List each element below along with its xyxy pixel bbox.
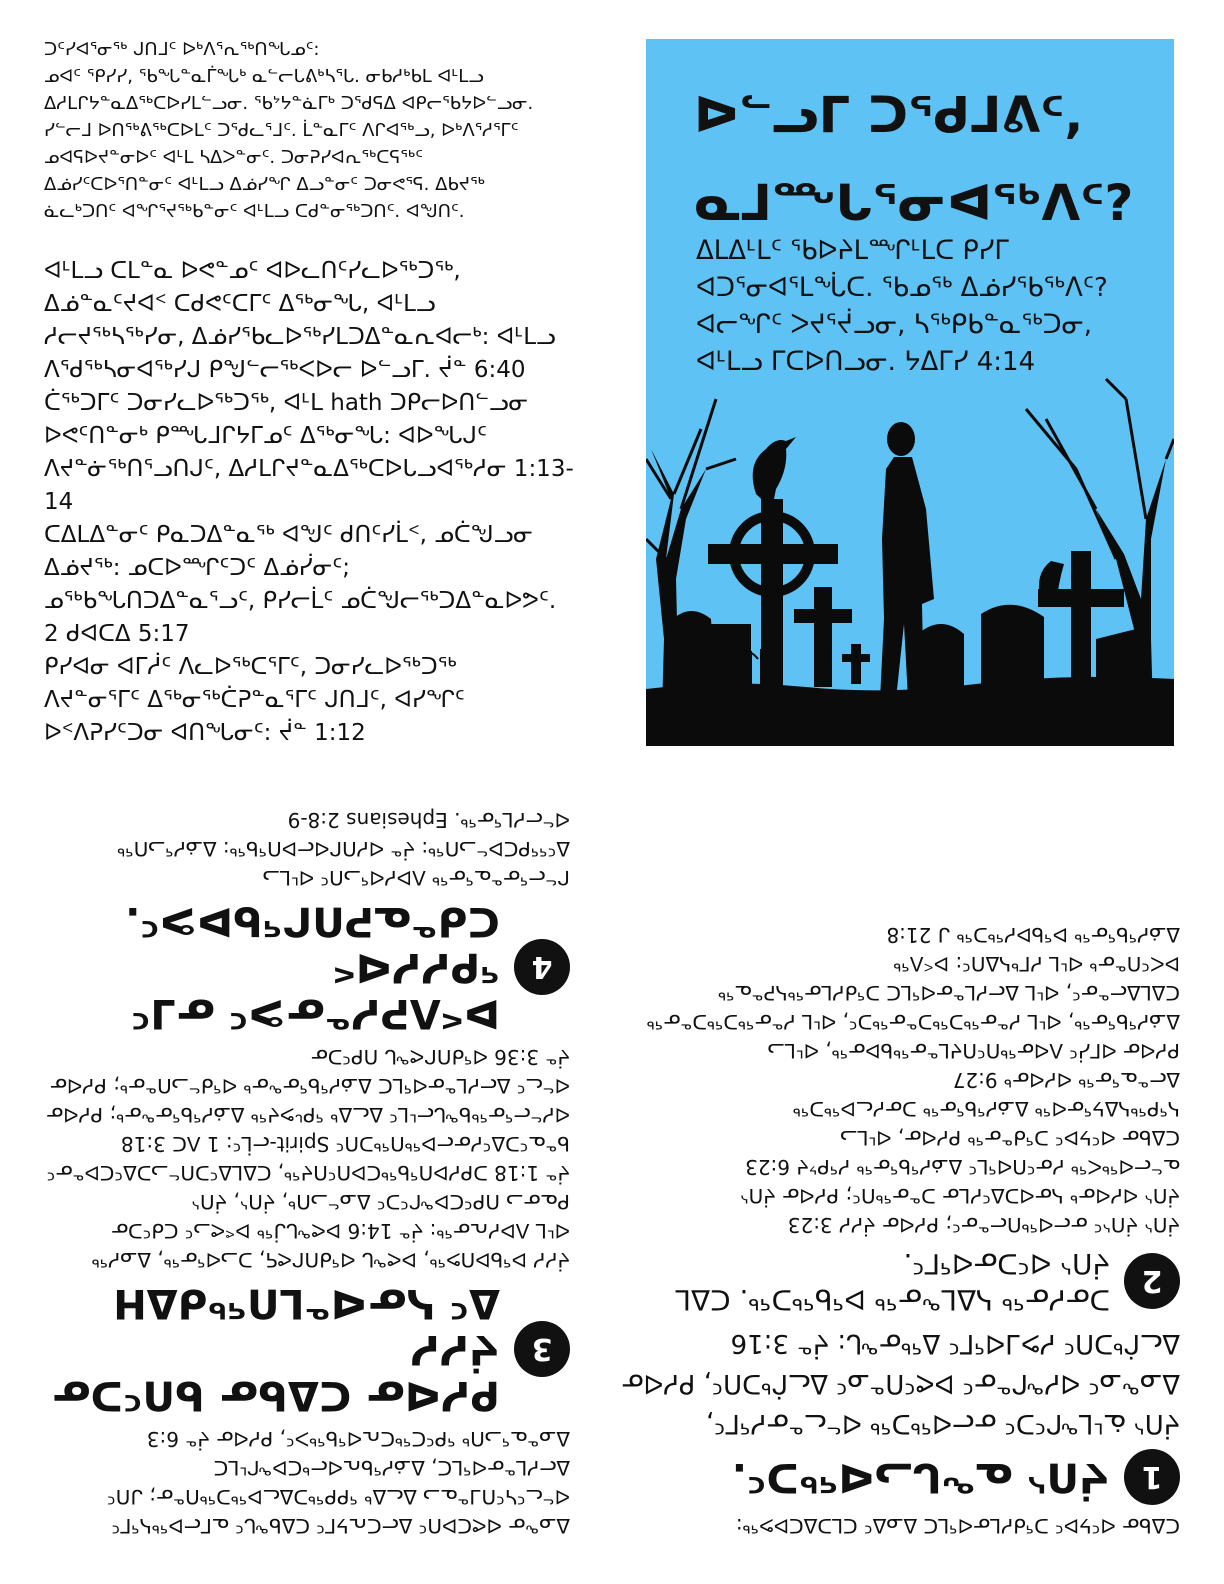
text-line: ᐃᓄᖕᓄᑦ ᐊᓯᖏᓐᓂᑦ ᐅᕙᑦᑎᓐᓄᑦ ᐃᓚᒌᒃᑐᑎᑦ, ᑭᓯᐊᓂ [621, 1368, 1180, 1398]
text-line: ᒋᓪᓕᕐᓂᓐᓇᕐᓂᖅ ᐱᐅᓯᐊᕐᓗᑎᑦ ᐊᒻᒪᓗ [262, 866, 570, 890]
cover-subtitle-line: ᐊᒻᒪᓗ ᒥᑕᐅᑎᓗᓂ. ᔭᐃᒥᓯ 4:14 [696, 347, 1036, 377]
paragraph [640, 920, 1180, 1239]
paragraph [40, 1042, 570, 1274]
section-title-line: ᔫᑎᔅ ᓇᖕᒐᓗᐊᖅᑐᑦ. [731, 1454, 1110, 1500]
cover-panel [646, 39, 1174, 746]
paragraph [40, 1424, 570, 1540]
cover-title [694, 71, 1154, 247]
intro-line: ᓄᐊᑦ ᕿᓯᓯ, ᖃᖓᓐᓇᒦᖓᒃ ᓇᓪᓕᒐᕕᒃᓴᕐᒐ. ᓂᑲᓱᒃᑲᒪ ᐊᒻᒪᓗ [44, 66, 484, 87]
scripture-line: ᐅᕙᑦᑎᓐᓂᒃ ᑭᙵᒧᒋᔭᒥᓄᑦ ᐃᖅᓂᖓ: ᐊᐅᖓᒍᑦ [44, 423, 487, 449]
cover-title-line: ᓇᒧᙵᕐᓂᐊᖅᐱᑦ? [694, 174, 1134, 232]
text-line: ᐅᐸᑦᑎᓐᓂᒃ ᐊᒻᒪ ᓯᒥᒃᓴᐃᑎᑦ: ᐅᑉᐱᖅ [893, 952, 1180, 976]
step-number-1: 1 [1124, 1449, 1180, 1505]
text-line: ᐃᓕᓐᓇᕐᓂᖅ ᐊᓯᐊᓂᒃ 9:27 [952, 1068, 1180, 1092]
text-line: ᐃᓕᓯᒪᓐᓂᐊᕐᒪᑕ, ᐃᓅᓯᖃᕆᐊᓕᒃᑕᐅᖏᒻᒪᑕ [213, 1456, 570, 1480]
section-title [675, 1245, 1110, 1317]
section-title-line: ᑕᑯᓐᓇᕈᑎᒋᖃᐅᕗᑦ. [125, 898, 500, 944]
text-line: ᐃᓅᓯᖃᕐᓂᖅ ᐅᖃᐅᓯᖅᑐᖅ ᒍ 21:8 [886, 923, 1180, 947]
scripture-line: ᐱᔪᓐᓃᖅᑎᕐᓗᑎᒍᑦ, ᐃᓱᒪᒋᔪᓐᓇᐃᖅᑕᐅᒐᓗᐊᖅᓱᓂ 1:13- [44, 456, 574, 482]
text-line: ᐃᓅᓯᖃᕐᓂᖅ, ᐊᒻᒪ ᓯᓐᓂᖅᑐᖅᑐᓐᓂᖅᑐᑦ, ᐊᒻᒪ ᓯᓐᓂᖅᑐᖅᑐᓐᓂᖅ [646, 1010, 1180, 1034]
intro-paragraph [44, 36, 604, 225]
text-line: ᔫᓯᓯ ᐅᖃᐅᑎᕗᖅ, ᐅᕙᖓ ᐊᖁᑎᒋᕙᕋ, ᑐᓗᐊᕐᓂᖅ, ᐃᓄᓯᖅ [91, 1248, 570, 1272]
text-line: ᔫᓐ 3:36 ᐊᖁᑎᒋᕙᖓ ᑎᑭᑦᑐᓂ [310, 1045, 570, 1069]
text-line: ᑭᓇᓂᓗ ᑎᑭᑦᑕᐅᖏᑦᑐᑦ ᐃᓄᓪᓗᑎᒃ, ᔫᑎᔅ, ᔫᑎᔅ [191, 1190, 570, 1214]
text-line: ᔫᓐ 1:18 ᑐᑭᓯᐅᑎᖃᖅᑕᐅᑎᑦᑎᔪᖅ, ᑕᐃᒪᐃᑦᑐᑎᓪᓗᑐᐃᑦᑕᐅᓐᓂᑦ [46, 1161, 570, 1185]
section-title-line: ᐅᑉᐱᕈᓯᓐᓂᕗᑦ ᓂᒧᑦ ᕿᓯᓯᐊᑉ [131, 944, 500, 1036]
text-line: ᐊᓪᓚᑦ ᐃᓕᓯᒪᓐᓂᐊᕐᒪᑕ ᐃᓅᓯᖃᕐᓂᖕᓂᒃ ᐊᖁᓪᓗᑎᓐᓂᒃ; ᑭᓯᐊᓂ [49, 1074, 570, 1098]
text-line: ᑕᐃᑲᓂ ᐊᑦᔭᐅᑦ ᑐᖁᓐᓂᖅ ᑭᓯᐊᓂ, ᐊᒻᒪᓗ [840, 1126, 1180, 1150]
scripture-line: ᐱᖁᖅᓴᓂᐊᖅᓯᒍ ᑭᖑᓪᓕᖅᐸᐅᓕ ᐅᓪᓗᒥ. ᔫᓐ 6:40 [44, 357, 526, 383]
section-4-heading [40, 898, 570, 1036]
scripture-line: ᓱᓕᔪᖅᓴᖅᓯᓂ, ᐃᓅᓯᖃᓚᐅᖅᓯᒪᑐᐃᓐᓇᕆᐊᓕᒃ: ᐊᒻᒪᓗ [44, 324, 556, 350]
text-line: ᔫᑎᔅ ᐊᓯᐊᓂᒃ ᓴᓂᐊᑐᐃᑦᓯᒪᓂ ᑐᓐᓂᖅᑎᑦ; ᑭᓯᐊᓂ ᔫᑎᔅ [740, 1184, 1180, 1208]
text-line: ᔫᑎᔅ ᔫᑎᔅᑦ ᓂᓕᐊᖅᑎᓕᓐᓂᑦ; ᑭᓯᐊᓂ ᔫᓯᓯ 3:23 [787, 1213, 1180, 1237]
intro-line: ᓈᓚᒃᑐᑎᑦ ᐊᖏᕐᔪᖅᑲᓐᓂᑦ ᐊᒻᒪᓗ ᑕᑯᓐᓂᖅᑐᑎᑦ. ᐊᖑᑎᑦ. [44, 201, 465, 222]
text-line: ᐃᓚᒌᒃᑐᑎᑦ ᓯᕗᒧᐊᕐᒥᑦ ᐃᖅᓂᖓ: ᔫᓐ 3:16 [730, 1328, 1180, 1358]
text-line: ᓴᕿᖅᓴᐃᔭᕐᓂᐊᖅ ᐃᓅᓯᖃᕐᓂᖅ ᑐᓂᓯᓚᐅᖅᑐᖅ [792, 1097, 1180, 1121]
paragraph [40, 805, 570, 892]
text-line: ᐊᓯᓪᓕᕐᓂᖅᑲᖓᓕᒻᒪᑦ ᐃᓚᐃᒃ ᕿᒡᕗᔪᖅ ᐃᓅᓯᖃᕐᓂᖕᓂᒃ; ᑭᓯᐊᓂ [46, 1103, 570, 1127]
cover-subtitle [696, 233, 1156, 381]
top-left-panel [44, 36, 604, 750]
paragraph [640, 1511, 1180, 1540]
section-title-line: ᑭᓯᐊᓂ ᑕᐃᑲᓂ ᑲᑎᑦᑐᓂ ᔫᓯᓯ [51, 1326, 500, 1418]
scripture-line: ᐱᔪᓐᓂᕐᒥᑦ ᐃᖅᓂᖅᑖᕈᓐᓇᕐᒥᑦ ᒍᑎᒧᑦ, ᐊᓯᖏᑦ [44, 687, 465, 713]
section-2-heading [640, 1245, 1180, 1317]
scripture-line: ᓄᖅᑲᖓᑎᑐᐃᓐᓇᕐᓗᑦ, ᑭᓯᓕᒫᑦ ᓄᑖᖑᓕᖅᑐᐃᓐᓇᐅᕗᑦ. [44, 588, 557, 614]
intro-line: ᑐᑦᓯᐊᕐᓂᖅ ᒍᑎᒧᑦ ᐅᒃᐱᕐᕆᖅᑎᖓᓄᑦ: [44, 39, 320, 60]
text-line: ᐃᑦᕐᕿᑕᐅᓪᓗᑎᖅ: ᔫᓐ ᐊᓯᑎᒋᐊᓕᐅᑎᖃᖅ: ᐃᓅᓯᕐᓗᑎᖅ [117, 837, 570, 861]
intro-line: ᐃᓅᓯᑦᑕᐅᕐᑎᓐᓂᑦ ᐊᒻᒪᓗ ᐃᓅᓯᖏ ᐃᓗᓐᓂᑦ ᑐᓂᕙᕐᕋ. ᐃᑲᔪᕐᒃ [44, 174, 485, 195]
scripture-paragraph [44, 255, 604, 750]
intro-line: ᐃᓱᒪᒋᔭᓐᓇᐃᖅᑕᐅᓯᒪᓪᓗᓂ. ᖃᔾᔭᓐᓈᒥᒃ ᑐᖁᕋᐃ ᐊᑭᓕᖃᔭᐅᓪᓗᓂ. [44, 93, 534, 114]
section-title [40, 898, 500, 1036]
cover-title-line: ᐅᓪᓗᒥ ᑐᖁᒧᕕᑦ, [694, 86, 1084, 144]
scripture-line: ᑖᖅᑐᒥᑦ ᑐᓂᓯᓚᐅᖅᑐᖅ, ᐊᒻᒪ hath ᑐᑭᓕᐅᑎᓪᓗᓂ [44, 390, 529, 416]
section-title-line: ᔫᑎᔅ ᐊᑦᑐᓂᐊᕐᒥᑦ. [903, 1247, 1110, 1280]
text-line: ᑕᐃᑲᓂ ᐊᑦᔭᐅᑦ ᑐᖁᓯᒪᓂᐊᕐᒪᑕ ᐃᓄᐃᑦ ᑕᒪᑐᐃᑕᐅᕗᖅ: [735, 1514, 1180, 1538]
scripture-line: 14 [44, 489, 74, 515]
scripture-line: ᐊᒻᒪᓗ ᑕᒪᓐᓇ ᐅᕙᓐᓄᑦ ᐊᐅᓚᑎᑦᓯᓚᐅᖅᑐᖅ, [44, 258, 461, 284]
bottom-right-panel [621, 820, 1180, 1540]
intro-line: ᓯᓪᓕᒧ ᐅᑎᖅᕕᖅᑕᐅᒪᑦ ᑐᖁᓚᕐᒧᑦ. ᒫᓐᓇᒥᑦ ᐱᒋᐊᖅᓗ, ᐅᒃᐱᕐᓱᕐᒥᑦ [44, 120, 519, 141]
cover-subtitle-line: ᐃᒪᐃᒻᒪᑦ ᖃᐅᔨᒪᙱᒻᒪᑕ ᑭᓯᒥ [696, 236, 1009, 266]
text-line: ᐃᓄᖕᓂ ᐊᕙᑕᐅᑎᑦ ᐃᓕᑕᕆᔭᒥᑦ ᑕᐃᑲᖓᑦ ᓇᒥᓕᐅᖅᓴᕐᒥᑦ [111, 1514, 570, 1538]
scripture-line: ᐅᑉᐱᕈᓯᑦᑐᓂ ᐊᑎᖓᓂᑦ: ᔫᓐ 1:12 [44, 720, 366, 746]
section-3-heading [40, 1280, 570, 1418]
text-line: ᐃᓄᓐᓇᕐᓗᑎᒃ ᕿᑦᑕᖅᑕᕆᐊᖃᖅᐳᑦ, ᑭᓯᐊᓂ ᔫᓐ 6:3 [146, 1427, 570, 1451]
intro-line: ᓄᐊᕋᐅᔪᓐᓂᐅᑦ ᐊᒻᒪ ᓴᐃᐳᓐᓂᑦ. ᑐᓂᕈᓯᐊᕆᖅᑕᕋᖅᑦ [44, 147, 423, 168]
section-title-line: ᐃᑦ ᓴᓂᐊᓐᒪᑎᖅᑯᐃᕼ [113, 1280, 500, 1326]
text-line: ᑭᓯᐊᓂ ᐊᒥᓲᑦ ᐱᐊᓂᖅᑎᑦᑎᔪᒪᓐᓂᖅᑲᐅᓂᖅ, ᐊᒻᒪᓗ [767, 1039, 1180, 1063]
text-line: ᔫᑎᔅ ᓈᒻᒪᖏᑦᑐᑦ ᓂᓕᐊᖅᑐᖅ ᐊᓪᓚᓐᓂᓯᕐᒥᑦ, [705, 1408, 1180, 1438]
text-line: ᐊᒻᒪ ᐱᐅᓯᕆᓂᖅ: ᔫᓐ 14:6 ᐅᕙᖓᒎᖅ ᐅᕝᕙᓗᑦ ᑕᑯᑦᑐᓂ [111, 1219, 570, 1243]
section-title-line: ᑐᓂᓯᓂᖅ ᓴᐃᒪᖕᓂᖅ ᐅᖃᖅᑐᖅ. ᑕᐃᒪ [675, 1283, 1110, 1316]
text-line: ᑕᐃᒪᐃᓕᓐᓂᑦ, ᐊᒻᒪ ᐃᓕᓯᒪᓐᓂᐊᕐᒪᑕ ᑐᖁᓯᒪᓂᖅᓴᕈᓐᓇᖅ [718, 981, 1180, 1005]
step-number-4: 4 [514, 939, 570, 995]
paragraph [621, 1323, 1180, 1443]
text-line: ᐊᓪᓚᑦᓭᑦᑎᒧᓐᓇᓗ ᐃᓚᐃᒃ ᕿᑭᖅᑐᐃᓚᐅᖅᑐᖅᑎᓐᓂ; ᒍᑎᑦ [107, 1485, 570, 1509]
scripture-line: ᐃᓅᓐᓇᑦᔪᐊᑉ ᑕᑯᕙᑦᑕᒥᑦ ᐃᖅᓂᖓ, ᐊᒻᒪᓗ [44, 291, 436, 317]
bottom-left-panel [40, 808, 570, 1540]
text-line: ᐊᓪᓕᓯᒪᕐᓂᖅ. Ephesians 2:8-9 [287, 808, 570, 832]
scripture-line: ᐃᓅᔪᖅ: ᓄᑕᐅᙱᑦᑐᑦ ᐃᓅᓰᓂᑦ; [44, 555, 350, 581]
scripture-line: 2 ᑯᐊᑕᐃ 5:17 [44, 621, 190, 647]
scripture-line: ᑭᓯᐊᓂ ᐊᒥᓲᑦ ᐱᓚᐅᖅᑕᕐᒥᑦ, ᑐᓂᓯᓚᐅᖅᑐᖅ [44, 654, 457, 680]
section-title [40, 1280, 500, 1418]
scripture-line: ᑕᐃᒪᐃᓐᓂᑦ ᑭᓇᑐᐃᓐᓇᖅ ᐊᖑᑦ ᑯᑎᑦᓯᒫᑉ, ᓄᑖᖑᓗᓂ [44, 522, 533, 548]
section-1-heading [640, 1449, 1180, 1505]
text-line: ᓇᓪᓕᐊᖅᐸᖅ ᓯᓂᑦᑎᐊᕐᒪᑦ ᐃᓅᓯᖃᕐᓂᖅ ᓯᕿᔾᔪ 6:23 [745, 1155, 1180, 1179]
cover-subtitle-line: ᐊᑐᕐᓂᐊᕐᒪᖔᑕ. ᖃᓄᖅ ᐃᓅᓯᖃᖅᐱᑦ? [696, 273, 1108, 303]
text-line: ᑲᓐᓇᑦᑐᐃᑦᓯᓂᓕᐅᖅᑎᖅᑐᑎᑦ Spirit-ᓕᒫᑦ: 1 ᐱᑕ 3:18 [120, 1132, 570, 1156]
step-number-3: 3 [514, 1321, 570, 1377]
cover-subtitle-line: ᐊᓕᖏᑦ ᐳᔪᕐᔫᓗᓂ, ᓴᖅᑭᑲᓐᓇᖅᑐᓂ, [696, 310, 1093, 340]
step-number-2: 2 [1124, 1253, 1180, 1309]
